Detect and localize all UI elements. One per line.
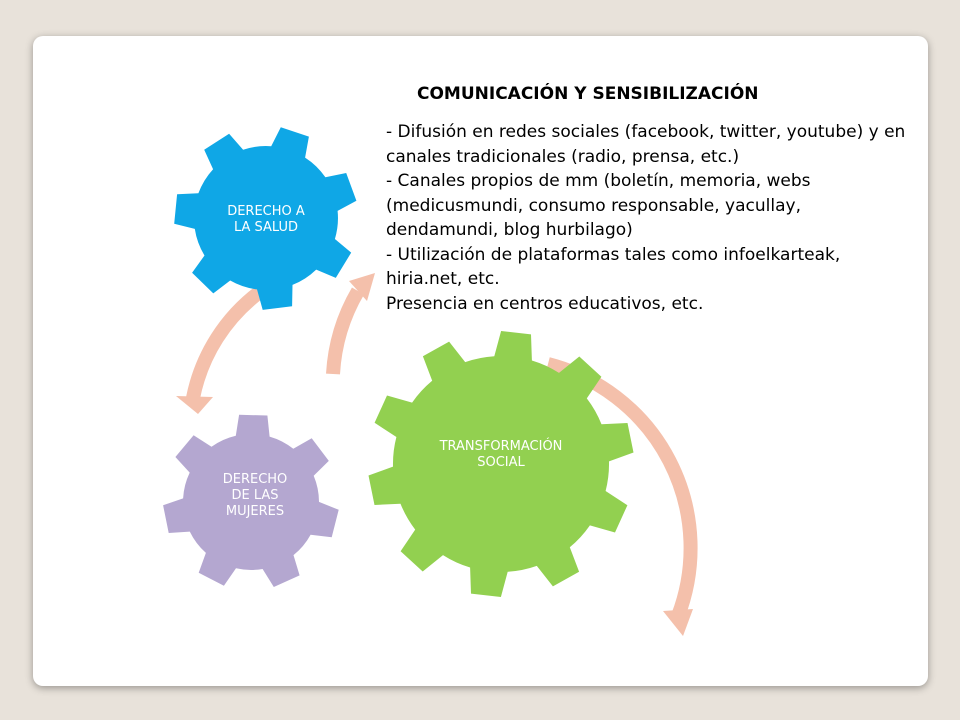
arrow-transformation-to-health: [333, 273, 375, 374]
slide: [33, 36, 928, 686]
gear-label-transformacion: TRANSFORMACIÓN SOCIAL: [439, 439, 563, 470]
body-line: Presencia en centros educativos, etc.: [386, 293, 704, 314]
arrow-health-to-women: [176, 291, 261, 414]
body-line: - Canales propios de mm (boletín, memoria, webs (medicusmundi, consumo responsable, yacullay, dendamundi, blog hurbilago): [386, 171, 811, 240]
section-title: COMUNICACIÓN Y SENSIBILIZACIÓN: [417, 84, 759, 104]
body-text: [386, 120, 906, 316]
body-line: - Utilización de plataformas tales como infoelkarteak, hiria.net, etc.: [386, 244, 841, 289]
body-line: - Difusión en redes sociales (facebook, twitter, youtube) y en canales tradicionales (radio, prensa, etc.): [386, 122, 906, 167]
gear-label-mujeres: DERECHO DE LAS MUJERES: [222, 472, 288, 519]
gear-label-salud: DERECHO A LA SALUD: [227, 204, 305, 235]
